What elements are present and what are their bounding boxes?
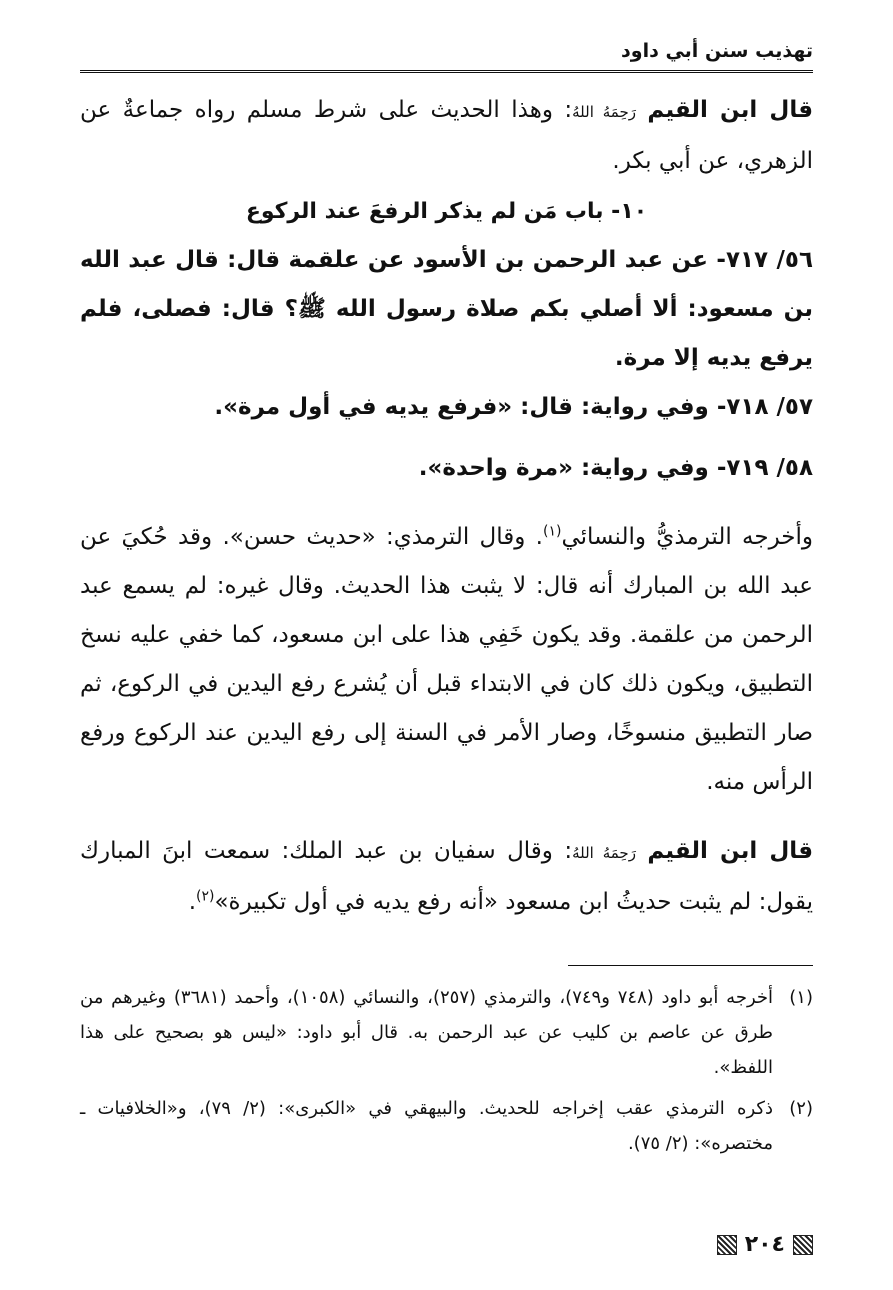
footnote-divider (568, 965, 813, 966)
paragraph-text: : وهذا الحديث على شرط مسلم رواه جماعةٌ عن الزهري، عن أبي بكر. (80, 97, 813, 174)
paragraph-end: . (188, 889, 196, 915)
speaker-label: قال ابن القيم (647, 97, 814, 123)
ornament-icon (717, 1235, 737, 1255)
paragraph-text: وأخرجه الترمذيُّ والنسائي (561, 524, 814, 550)
footnote-ref-1[interactable]: (١) (542, 523, 562, 540)
ornament-icon (793, 1235, 813, 1255)
footnote-text: ذكره الترمذي عقب إخراجه للحديث. والبيهقي في «الكبرى»: (٢/ ٧٩)، و«الخلافيات ـ مختصره»: (٢/ ٧٥). (80, 1098, 773, 1154)
page-number-block (717, 1232, 813, 1257)
paragraph-text: . وقال الترمذي: «حديث حسن». وقد حُكيَ عن عبد الله بن المبارك أنه قال: لا يثبت هذا الحديث. وقال غيره: لم يسمع عبد الرحمن من علقمة. وقد يكون خَفِي هذا على ابن مسعود، كما خفي عليه نسخ التطبيق، ويكون ذلك كان في الابتداء قبل أن يُشرع رفع اليدين في الركوع، ثم صار التطبيق منسوخًا، وصار الأمر في السنة إلى رفع اليدين عند الركوع ورفع الرأس منه. (80, 524, 813, 795)
honorific: رَحِمَهُ اللهُ (572, 103, 636, 121)
paragraph-ibn-qayyim-1 (80, 86, 813, 186)
chapter-heading: ١٠- باب مَن لم يذكر الرفعَ عند الركوع (245, 199, 648, 224)
running-header (80, 36, 813, 73)
footnote-2 (80, 1091, 813, 1161)
footnote-1 (80, 980, 813, 1085)
footnote-ref-2[interactable]: (٢) (196, 888, 215, 905)
main-text (80, 86, 813, 927)
footnote-number: (٢) (789, 1098, 813, 1119)
paragraph-ibn-qayyim-2 (80, 827, 813, 927)
paragraph-takhrij (80, 513, 813, 807)
honorific: رَحِمَهُ اللهُ (572, 844, 636, 862)
footnote-number: (١) (789, 987, 813, 1008)
speaker-label: قال ابن القيم (647, 838, 814, 864)
footnotes (80, 980, 813, 1167)
footnote-text: أخرجه أبو داود (٧٤٨ و٧٤٩)، والترمذي (٢٥٧)، والنسائي (١٠٥٨)، وأحمد (٣٦٨١) وغيرهم من طرق عن عاصم بن كليب عن عبد الرحمن به. قال أبو داود: «ليس هو بصحيح على هذا اللفظ». (80, 987, 773, 1078)
hadith-56: ٥٦/ ٧١٧- عن عبد الرحمن بن الأسود عن علقمة قال: قال عبد الله بن مسعود: ألا أصلي بكم صلاة رسول الله ﷺ؟ قال: فصلى، فلم يرفع يديه إلا مرة. (80, 247, 813, 371)
page-number: ٢٠٤ (744, 1232, 785, 1257)
hadith-57: ٥٧/ ٧١٨- وفي رواية: قال: «فرفع يديه في أول مرة». (214, 394, 813, 420)
book-title: تهذيب سنن أبي داود (621, 40, 813, 62)
paragraph-text: : وقال سفيان بن عبد الملك: سمعت ابنَ المبارك يقول: لم يثبت حديثُ ابن مسعود «أنه رفع يديه في أول تكبيرة» (80, 838, 813, 915)
hadith-58: ٥٨/ ٧١٩- وفي رواية: «مرة واحدة». (418, 455, 813, 481)
